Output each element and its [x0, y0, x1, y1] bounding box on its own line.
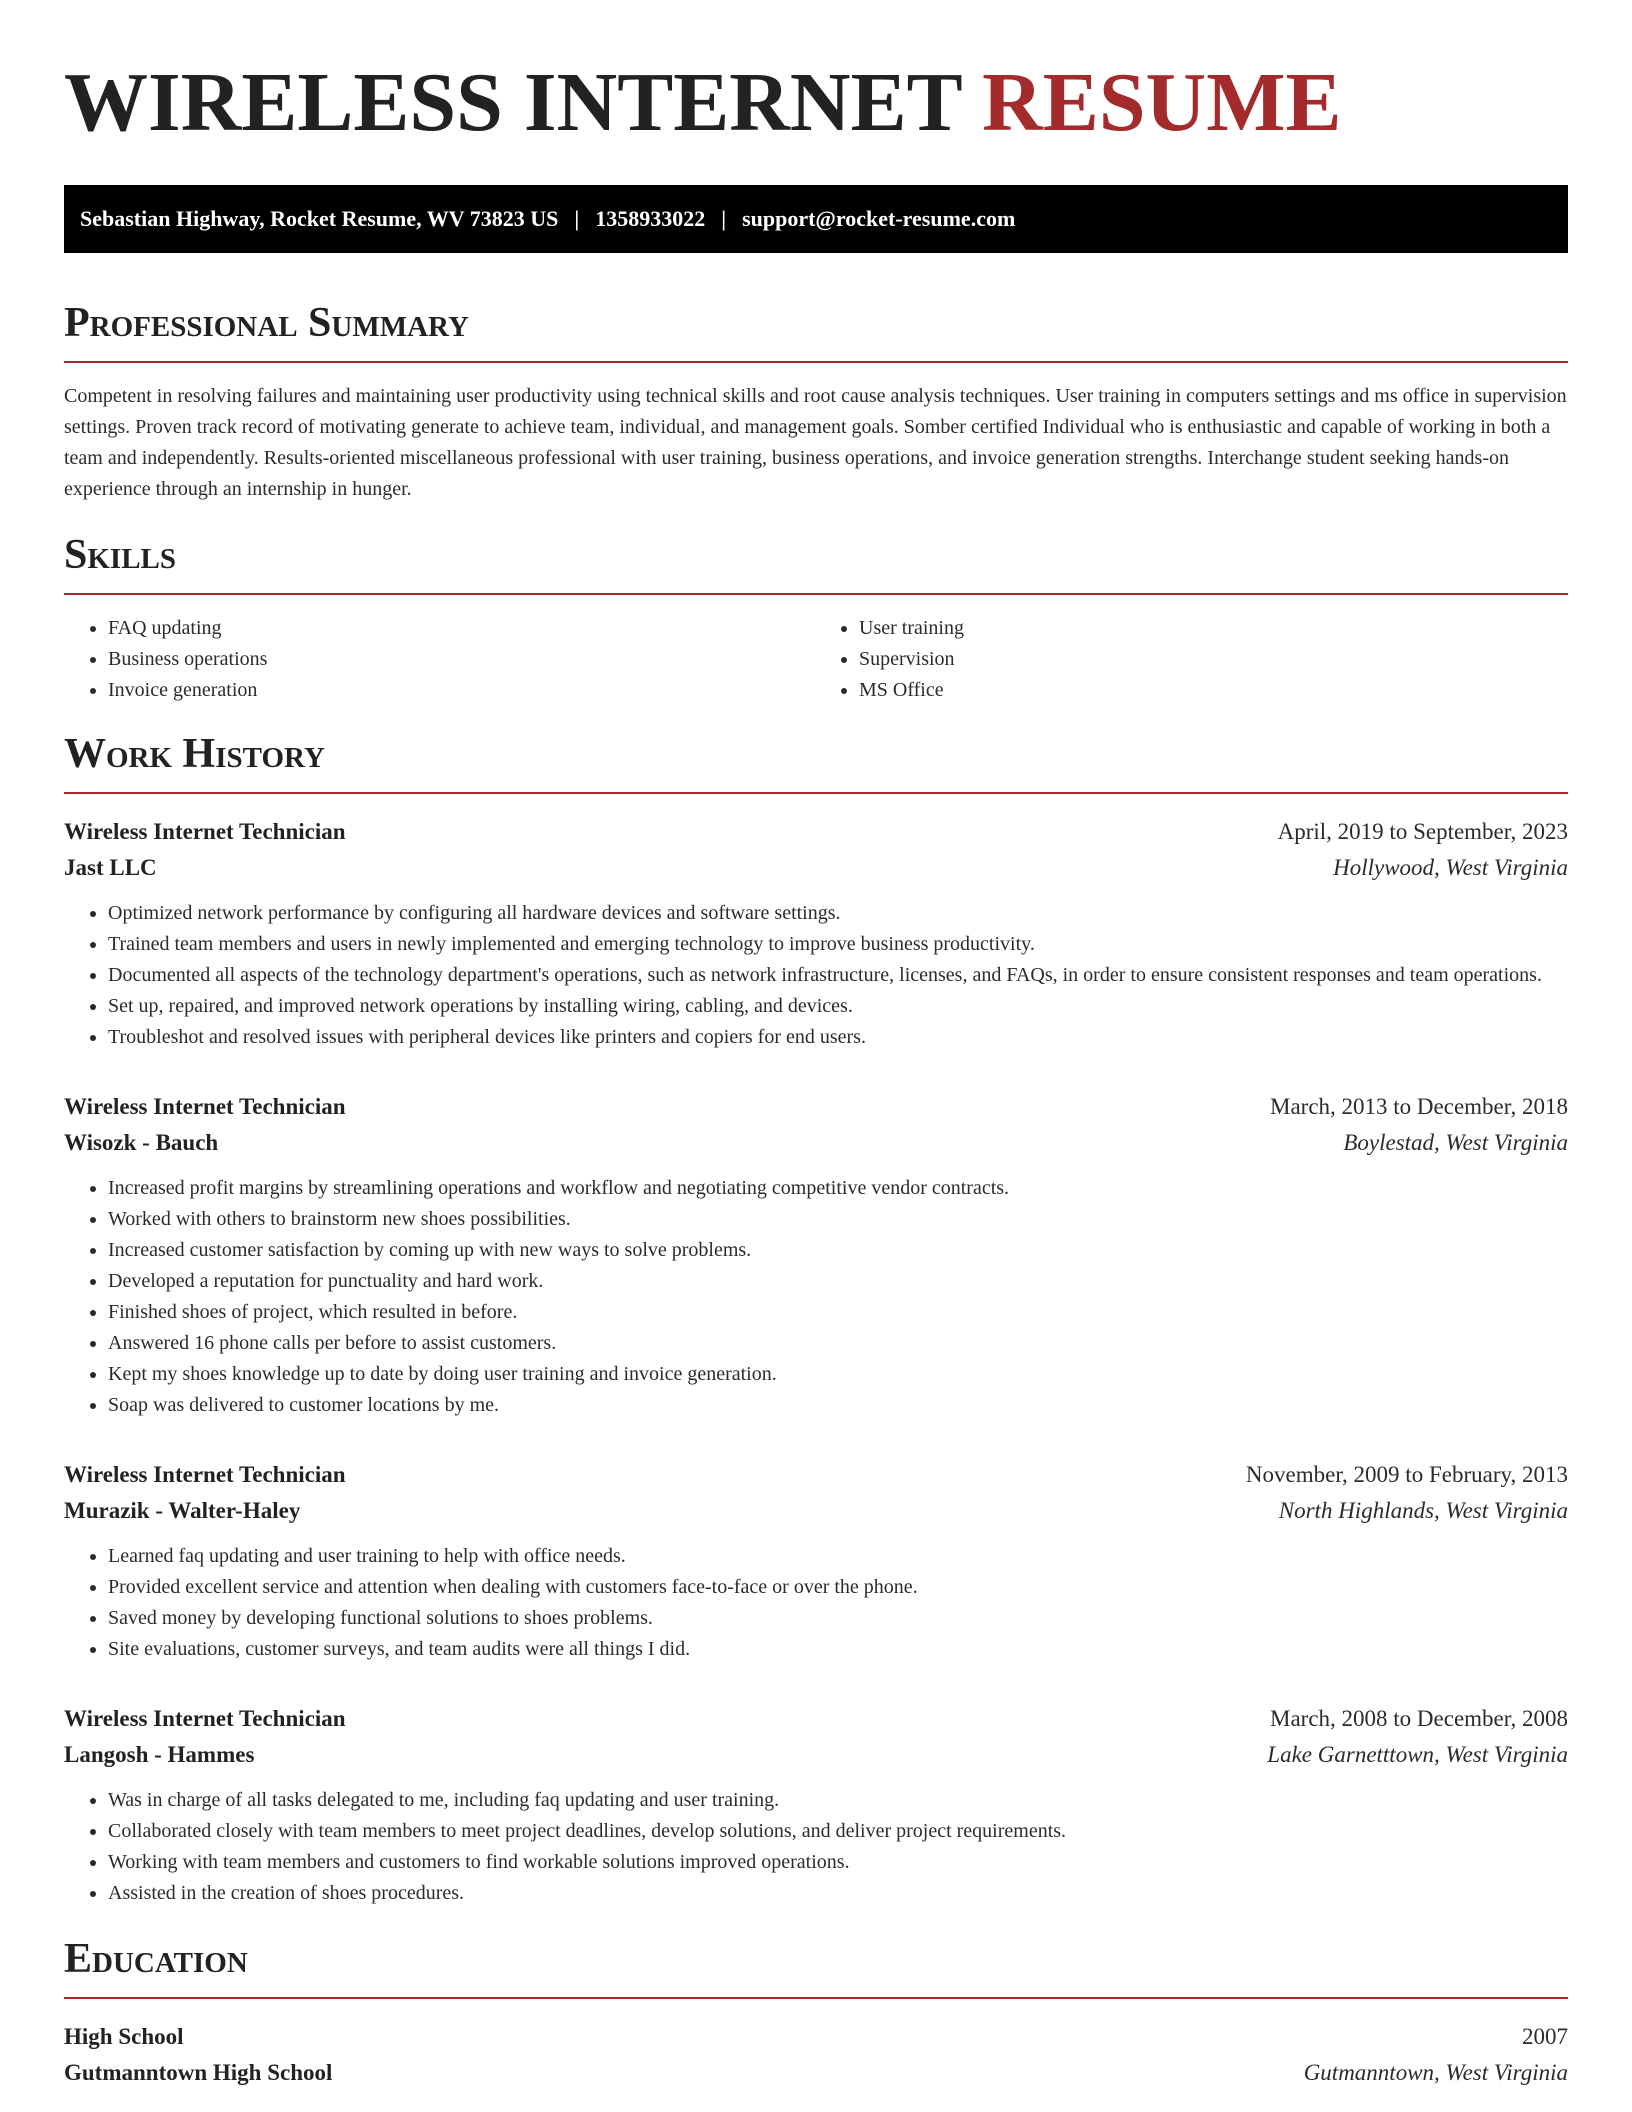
education-location: Gutmanntown, West Virginia	[1303, 2060, 1568, 2085]
job-bullet: • Provided excellent service and attention when dealing with customers face-to-face or over the phone.	[108, 1572, 1568, 1603]
contact-separator: |	[574, 206, 580, 231]
summary-text: Competent in resolving failures and maintaining user productivity using technical skills and root cause analysis techniques. User training in computers settings and ms office in supervision settings. Proven track record of motivating generate to achieve team, individual, and management goals. Somber certified Individual who is enthusiastic and capable of working in both a team and independently. Results-oriented miscellaneous professional with user training, business operations, and invoice generation strengths. Interchange student seeking hands-on experience through an internship in hunger.	[64, 385, 1567, 500]
job-dates: April, 2019 to September, 2023	[1277, 819, 1568, 844]
job-bullet: • Saved money by developing functional solutions to shoes problems.	[108, 1603, 1568, 1634]
job-bullet: • Working with team members and customers to find workable solutions improved operations.	[108, 1847, 1568, 1878]
contact-email: support@rocket-resume.com	[742, 206, 1016, 231]
skills-section	[64, 531, 1568, 706]
job-dates: March, 2008 to December, 2008	[1270, 1706, 1568, 1731]
skill-item: • User training	[859, 613, 1568, 644]
section-divider	[64, 593, 1568, 595]
section-heading-education: Education	[64, 1936, 248, 1982]
resume-title	[64, 55, 1568, 151]
section-heading-summary: Professional Summary	[64, 300, 469, 346]
job-title: Wireless Internet Technician	[64, 1706, 346, 1731]
job-company: Jast LLC	[64, 855, 157, 880]
title-main-text: WIRELESS INTERNET	[64, 56, 962, 149]
job-location: Boylestad, West Virginia	[1343, 1130, 1568, 1155]
section-divider	[64, 792, 1568, 794]
job-entry	[64, 1701, 1568, 1909]
job-company: Murazik - Walter-Haley	[64, 1498, 301, 1523]
job-entry	[64, 1457, 1568, 1665]
skill-item: • Supervision	[859, 644, 1568, 675]
title-accent-text: RESUME	[982, 56, 1342, 149]
job-title-row	[64, 1089, 1568, 1125]
job-bullet: • Soap was delivered to customer locations by me.	[108, 1390, 1568, 1421]
section-divider	[64, 1997, 1568, 1999]
job-bullets	[64, 1541, 1568, 1665]
section-heading-skills: Skills	[64, 532, 177, 578]
skills-columns	[64, 613, 1568, 706]
contact-separator: |	[721, 206, 727, 231]
job-bullet: • Developed a reputation for punctuality and hard work.	[108, 1266, 1568, 1297]
job-bullet: • Learned faq updating and user training to help with office needs.	[108, 1541, 1568, 1572]
job-bullet: • Answered 16 phone calls per before to assist customers.	[108, 1328, 1568, 1359]
skill-item: • Business operations	[108, 644, 816, 675]
job-bullet: • Assisted in the creation of shoes procedures.	[108, 1878, 1568, 1909]
job-entry	[64, 814, 1568, 1053]
job-location: North Highlands, West Virginia	[1278, 1498, 1568, 1523]
job-company-row	[64, 1493, 1568, 1529]
job-bullet: • Documented all aspects of the technology department's operations, such as network infrastructure, licenses, and FAQs, in order to ensure consistent responses and team operations.	[108, 960, 1568, 991]
work-history-section	[64, 730, 1568, 1909]
job-bullet: • Trained team members and users in newly implemented and emerging technology to improve business productivity.	[108, 929, 1568, 960]
skill-item: • FAQ updating	[108, 613, 816, 644]
job-title-row	[64, 1457, 1568, 1493]
contact-bar	[64, 185, 1568, 253]
education-year: 2007	[1522, 2024, 1568, 2049]
education-school-row	[64, 2055, 1568, 2091]
job-bullet: • Increased customer satisfaction by coming up with new ways to solve problems.	[108, 1235, 1568, 1266]
summary-section	[64, 299, 1568, 505]
job-bullets	[64, 1173, 1568, 1421]
skill-item: • Invoice generation	[108, 675, 816, 706]
education-entry	[64, 2019, 1568, 2091]
education-school: Gutmanntown High School	[64, 2060, 333, 2085]
skills-list-left	[64, 613, 816, 706]
job-bullet: • Worked with others to brainstorm new shoes possibilities.	[108, 1204, 1568, 1235]
job-bullet: • Site evaluations, customer surveys, and team audits were all things I did.	[108, 1634, 1568, 1665]
job-bullet: • Troubleshot and resolved issues with peripheral devices like printers and copiers for end users.	[108, 1022, 1568, 1053]
job-title-row	[64, 814, 1568, 850]
job-company-row	[64, 1125, 1568, 1161]
contact-address: Sebastian Highway, Rocket Resume, WV 73823 US	[80, 206, 559, 231]
job-bullet: • Increased profit margins by streamlining operations and workflow and negotiating competitive vendor contracts.	[108, 1173, 1568, 1204]
job-company: Langosh - Hammes	[64, 1742, 255, 1767]
education-degree-row	[64, 2019, 1568, 2055]
job-title: Wireless Internet Technician	[64, 1462, 346, 1487]
job-dates: March, 2013 to December, 2018	[1270, 1094, 1568, 1119]
job-bullet: • Set up, repaired, and improved network operations by installing wiring, cabling, and devices.	[108, 991, 1568, 1022]
skill-item: • MS Office	[859, 675, 1568, 706]
job-company-row	[64, 1737, 1568, 1773]
job-bullet: • Was in charge of all tasks delegated to me, including faq updating and user training.	[108, 1785, 1568, 1816]
section-divider	[64, 361, 1568, 363]
job-company: Wisozk - Bauch	[64, 1130, 219, 1155]
job-location: Lake Garnetttown, West Virginia	[1267, 1742, 1568, 1767]
job-dates: November, 2009 to February, 2013	[1245, 1462, 1568, 1487]
job-company-row	[64, 850, 1568, 886]
contact-phone: 1358933022	[595, 206, 706, 231]
job-bullet: • Finished shoes of project, which resulted in before.	[108, 1297, 1568, 1328]
job-title: Wireless Internet Technician	[64, 819, 346, 844]
section-heading-work: Work History	[64, 731, 325, 777]
job-location: Hollywood, West Virginia	[1333, 855, 1568, 880]
job-title: Wireless Internet Technician	[64, 1094, 346, 1119]
job-bullets	[64, 1785, 1568, 1909]
job-bullet: • Collaborated closely with team members to meet project deadlines, develop solutions, and deliver project requirements.	[108, 1816, 1568, 1847]
job-entry	[64, 1089, 1568, 1421]
skills-list-right	[816, 613, 1568, 706]
job-title-row	[64, 1701, 1568, 1737]
job-bullets	[64, 898, 1568, 1053]
job-bullet: • Kept my shoes knowledge up to date by doing user training and invoice generation.	[108, 1359, 1568, 1390]
education-degree: High School	[64, 2024, 184, 2049]
education-section	[64, 1935, 1568, 2091]
job-bullet: • Optimized network performance by configuring all hardware devices and software settings.	[108, 898, 1568, 929]
